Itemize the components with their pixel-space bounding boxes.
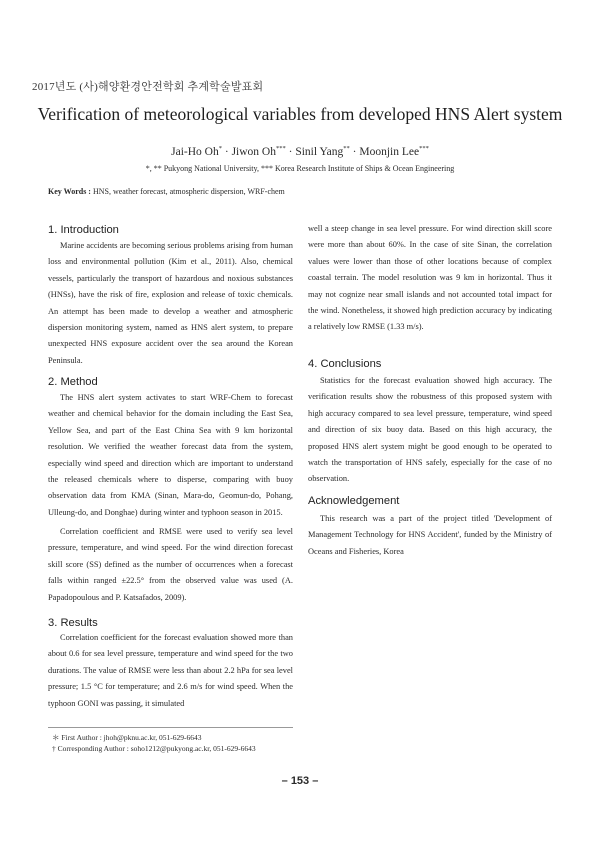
affiliation-line xyxy=(0,164,600,173)
results-paragraph: Correlation coefficient for the forecast evaluation showed more than about 0.6 for sea level pressure, temperature and wind speed for the two durations. The value of RMSE were less than about 2.2 hPa for sea level pressure; 1.5 °C for temperature; and 2.6 m/s for wind speed. When the typhoon GONI was passing, it simulated xyxy=(48,633,293,708)
author-mark: ** xyxy=(343,145,350,152)
author-mark: * xyxy=(218,145,222,152)
author-separator: · xyxy=(349,146,360,158)
author-separator: · xyxy=(221,146,232,158)
footnote-corresponding-author: † Corresponding Author : soho1212@pukyong.ac.kr, 051-629-6643 xyxy=(52,744,256,753)
footnote-first-author: ＊ First Author : jhoh@pknu.ac.kr, 051-629-6643 xyxy=(52,733,202,742)
method-paragraph-1: The HNS alert system activates to start WRF-Chem to forecast weather and chemical behavior for the domain including the East Sea, Yellow Sea, and part of the East China Sea with 9 km horizontal resolution. We verified the weather forecast data from the system, especially wind speed and direction which are important to understand the released chemicals where to disperse, comparing with buoy observation data from KMA (Sinan, Mara-do, Geomun-do, Pohang, Ulleung-do, and Donghae) during winter and typhoon season in 2015. xyxy=(48,393,293,517)
page-number: – 153 – xyxy=(281,775,319,787)
affiliation-text: *, ** Pukyong National University, *** Korea Research Institute of Ships & Ocean Engineering xyxy=(145,164,455,173)
acknowledgement-paragraph: This research was a part of the project titled 'Development of Management Technology for HNS Accident', funded by the Ministry of Oceans and Fisheries, Korea xyxy=(308,514,552,556)
section-heading-results: 3. Results xyxy=(48,617,98,629)
section-heading-introduction: 1. Introduction xyxy=(48,224,119,236)
author-name: Jiwon Oh xyxy=(231,146,276,158)
results-paragraph-continued: well a steep change in sea level pressure. For wind direction skill score were more than about 60%. In the case of site Sinan, the correlation values were lower than those of other locations because of complex coastal terrain. The model resolution was 9 km in horizontal. Thus it may not cognize near small islands and not accounted total impact for the wind. Nonetheless, it showed high prediction accuracy by indicating a relatively low RMSE (1.33 m/s). xyxy=(308,224,552,332)
section-heading-acknowledgement: Acknowledgement xyxy=(308,495,400,507)
method-paragraph-2: Correlation coefficient and RMSE were used to verify sea level pressure, temperature, and wind speed. For the wind direction forecast skill score (SS) defined as the number of occurrences when a forecast falls within ranged ±22.5° from the observed value was used (A. Papadopoulous and P. Katsafados, 2009). xyxy=(48,527,293,602)
keywords xyxy=(48,187,285,196)
section-heading-conclusions: 4. Conclusions xyxy=(308,358,382,370)
author-mark: *** xyxy=(275,145,286,152)
author-separator: · xyxy=(285,146,296,158)
author-name: Sinil Yang xyxy=(295,146,344,158)
introduction-paragraph: Marine accidents are becoming serious problems arising from human loss and environmental pollution (Kim et al., 2011). Also, chemical vessels, particularly the transport of hazardous and noxious substances (HNSs), have the risk of fire, explosion and release of toxic chemicals. An attempt has been made to develop a weather and atmospheric dispersion monitoring system, named as HNS alert system, to prepare unexpected HNS exposure accident over the sea around the Korean Peninsula. xyxy=(48,241,293,365)
paper-title: Verification of meteorological variables from developed HNS Alert system xyxy=(37,104,563,124)
conference-header: 2017년도 (사)해양환경안전학회 추계학술발표회 xyxy=(32,81,264,93)
section-heading-method: 2. Method xyxy=(48,376,98,388)
author-list xyxy=(0,145,600,158)
footnote-divider xyxy=(48,727,293,728)
author-name: Moonjin Lee xyxy=(359,146,420,158)
keywords-text: HNS, weather forecast, atmospheric dispersion, WRF-chem xyxy=(92,187,285,196)
author-name: Jai-Ho Oh xyxy=(171,146,219,158)
keywords-label: Key Words : xyxy=(48,187,93,196)
author-mark: *** xyxy=(419,145,429,152)
conclusions-paragraph: Statistics for the forecast evaluation showed high accuracy. The verification results show the robustness of this proposed system with high accuracy compared to sea level pressure, temperature, wind speed and direction of six buoy data. Based on this high accuracy, the proposed HNS alert system might be good enough to be operated to watch the transportation of HNS safely, especially for the case of no observation. xyxy=(308,376,552,484)
